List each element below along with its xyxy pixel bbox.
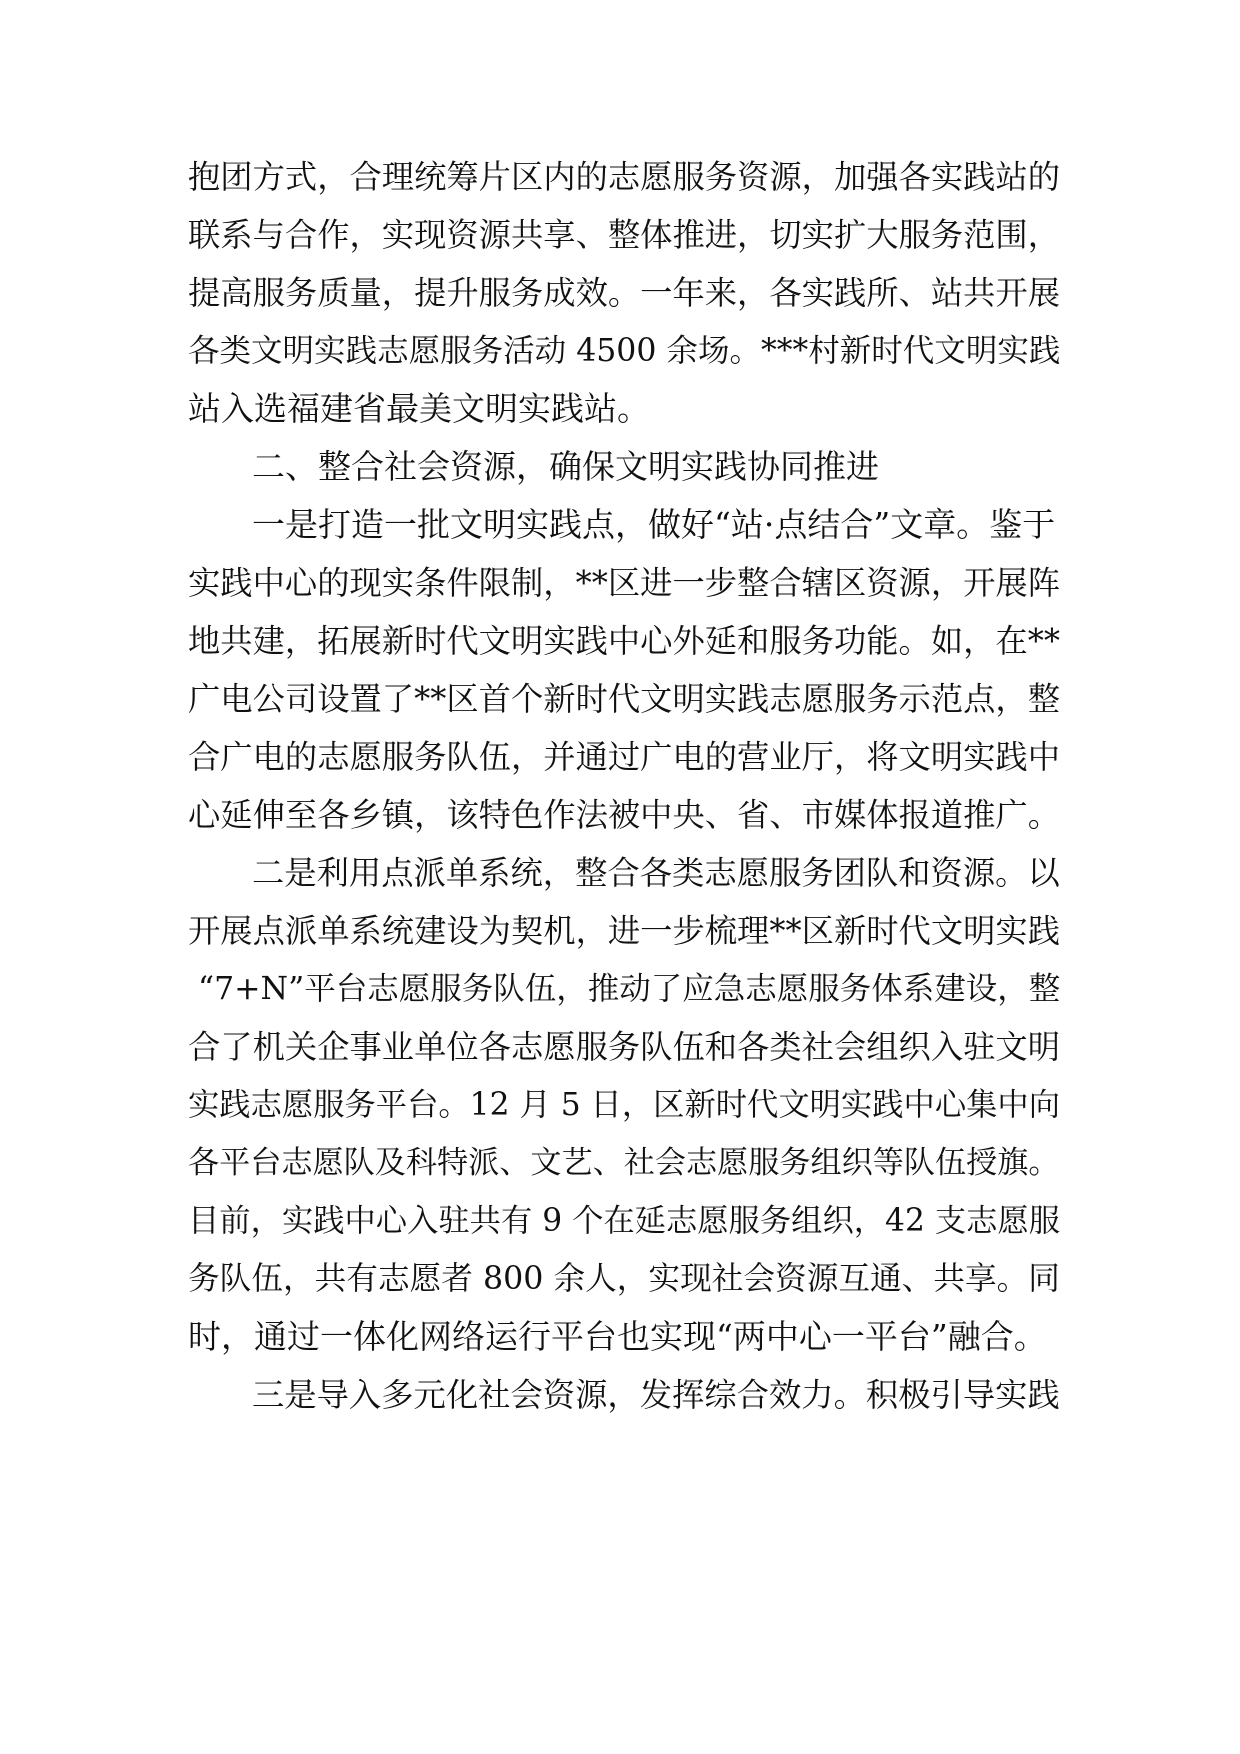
text-line: 实践志愿服务平台。12 月 5 日，区新时代文明实践中心集中向 <box>188 1087 1061 1123</box>
text-line: 二是利用点派单系统，整合各类志愿服务团队和资源。以 <box>252 854 1060 892</box>
text-line: 务队伍，共有志愿者 800 余人，实现社会资源互通、共享。同 <box>188 1261 1060 1297</box>
text-line: 目前，实践中心入驻共有 9 个在延志愿服务组织，42 支志愿服 <box>188 1203 1061 1239</box>
text-line: 广电公司设置了**区首个新时代文明实践志愿服务示范点，整 <box>188 680 1061 718</box>
section-heading: 二、整合社会资源，确保文明实践协同推进 <box>252 447 879 486</box>
text-line: “7+N”平台志愿服务队伍，推动了应急志愿服务体系建设，整 <box>198 971 1061 1007</box>
text-line: 三是导入多元化社会资源，发挥综合效力。积极引导实践 <box>252 1376 1060 1414</box>
text-line: 各类文明实践志愿服务活动 4500 余场。***村新时代文明实践 <box>188 333 1061 369</box>
text-line: 站入选福建省最美文明实践站。 <box>188 389 650 428</box>
text-line: 地共建，拓展新时代文明实践中心外延和服务功能。如，在** <box>188 622 1061 660</box>
text-line: 各平台志愿队及科特派、文艺、社会志愿服务组织等队伍授旗。 <box>188 1145 1060 1181</box>
text-line: 开展点派单系统建设为契机，进一步梳理**区新时代文明实践 <box>188 912 1061 950</box>
text-line: 合广电的志愿服务队伍，并通过广电的营业厅，将文明实践中 <box>188 738 1061 776</box>
text-line: 一是打造一批文明实践点，做好“站·点结合”文章。鉴于 <box>252 505 1056 544</box>
text-line: 合了机关企事业单位各志愿服务队伍和各类社会组织入驻文明 <box>188 1028 1061 1066</box>
text-line: 联系与合作，实现资源共享、整体推进，切实扩大服务范围， <box>188 216 1061 254</box>
text-line: 实践中心的现实条件限制，**区进一步整合辖区资源，开展阵 <box>188 564 1061 602</box>
text-line: 时，通过一体化网络运行平台也实现“两中心一平台”融合。 <box>188 1317 1047 1356</box>
text-line: 提高服务质量，提升服务成效。一年来，各实践所、站共开展 <box>188 274 1061 312</box>
text-line: 心延伸至各乡镇，该特色作法被中央、省、市媒体报道推广。 <box>188 796 1061 834</box>
text-line: 抱团方式，合理统筹片区内的志愿服务资源，加强各实践站的 <box>188 158 1061 196</box>
